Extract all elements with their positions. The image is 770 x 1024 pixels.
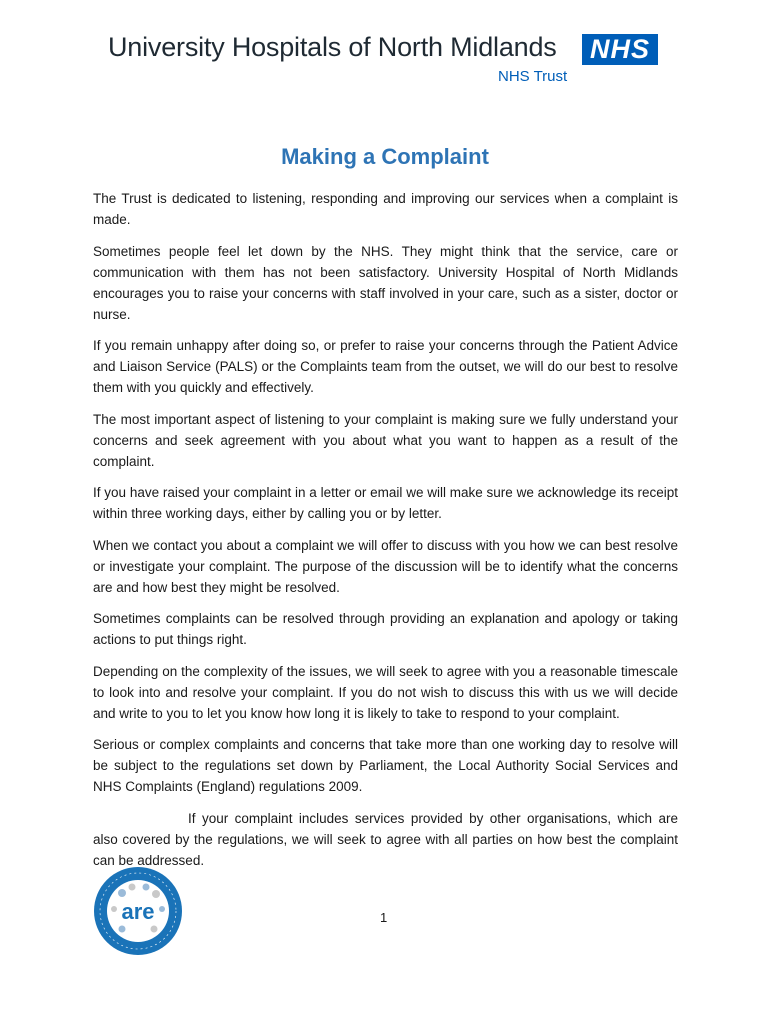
paragraph: If your complaint includes services provided by other organisations, which are also covered by the regulations, we will seek to agree with all parties on how best the complaint can be addressed. bbox=[93, 810, 678, 868]
values-badge-logo bbox=[92, 865, 184, 957]
paragraph: If you have raised your complaint in a letter or email we will make sure we acknowledge its receipt within three working days, either by calling you or by letter. bbox=[93, 485, 678, 521]
paragraph: The most important aspect of listening to your complaint is making sure we fully understand your concerns and seek agreement with you about what you want to happen as a result of the complaint. bbox=[93, 411, 678, 469]
paragraph: When we contact you about a complaint we will offer to discuss with you how we can best resolve or investigate your complaint. The purpose of the discussion will be to identify what the concerns are and how best they might be resolved. bbox=[93, 537, 678, 595]
page-number: 1 bbox=[380, 910, 388, 925]
paragraph: Serious or complex complaints and concerns that take more than one working day to resolve will be subject to the regulations set down by Parliament, the Local Authority Social Services and NHS Complaints (England) regulations 2009. bbox=[93, 737, 678, 794]
nhs-trust-label: NHS Trust bbox=[498, 68, 568, 85]
page-title: Making a Complaint bbox=[281, 144, 489, 169]
paragraph: If you remain unhappy after doing so, or prefer to raise your concerns through the Patient Advice and Liaison Service (PALS) or the Complaints team from the outset, we will do our best to resolve them with you quickly and effectively. bbox=[93, 338, 678, 395]
paragraph: Depending on the complexity of the issues, we will seek to agree with you a reasonable timescale to look into and resolve your complaint. If you do not wish to discuss this with us we will decide and write to you to let you know how long it is likely to take to respond to your complaint. bbox=[93, 663, 678, 721]
document-body bbox=[93, 188, 678, 881]
paragraph: The Trust is dedicated to listening, responding and improving our services when a complaint is made. bbox=[93, 191, 678, 227]
paragraph: Sometimes complaints can be resolved through providing an explanation and apology or taking actions to put things right. bbox=[93, 611, 678, 647]
values-badge-icon bbox=[92, 865, 184, 957]
organisation-name: University Hospitals of North Midlands bbox=[108, 32, 557, 62]
nhs-logo: NHS bbox=[582, 34, 658, 65]
document-header bbox=[0, 0, 770, 100]
values-badge-text: are bbox=[121, 899, 155, 924]
paragraph: Sometimes people feel let down by the NHS. They might think that the service, care or communication with them has not been satisfactory. University Hospital of North Midlands encourages you to raise your concerns with staff involved in your care, such as a sister, doctor or nurse. bbox=[93, 243, 678, 322]
